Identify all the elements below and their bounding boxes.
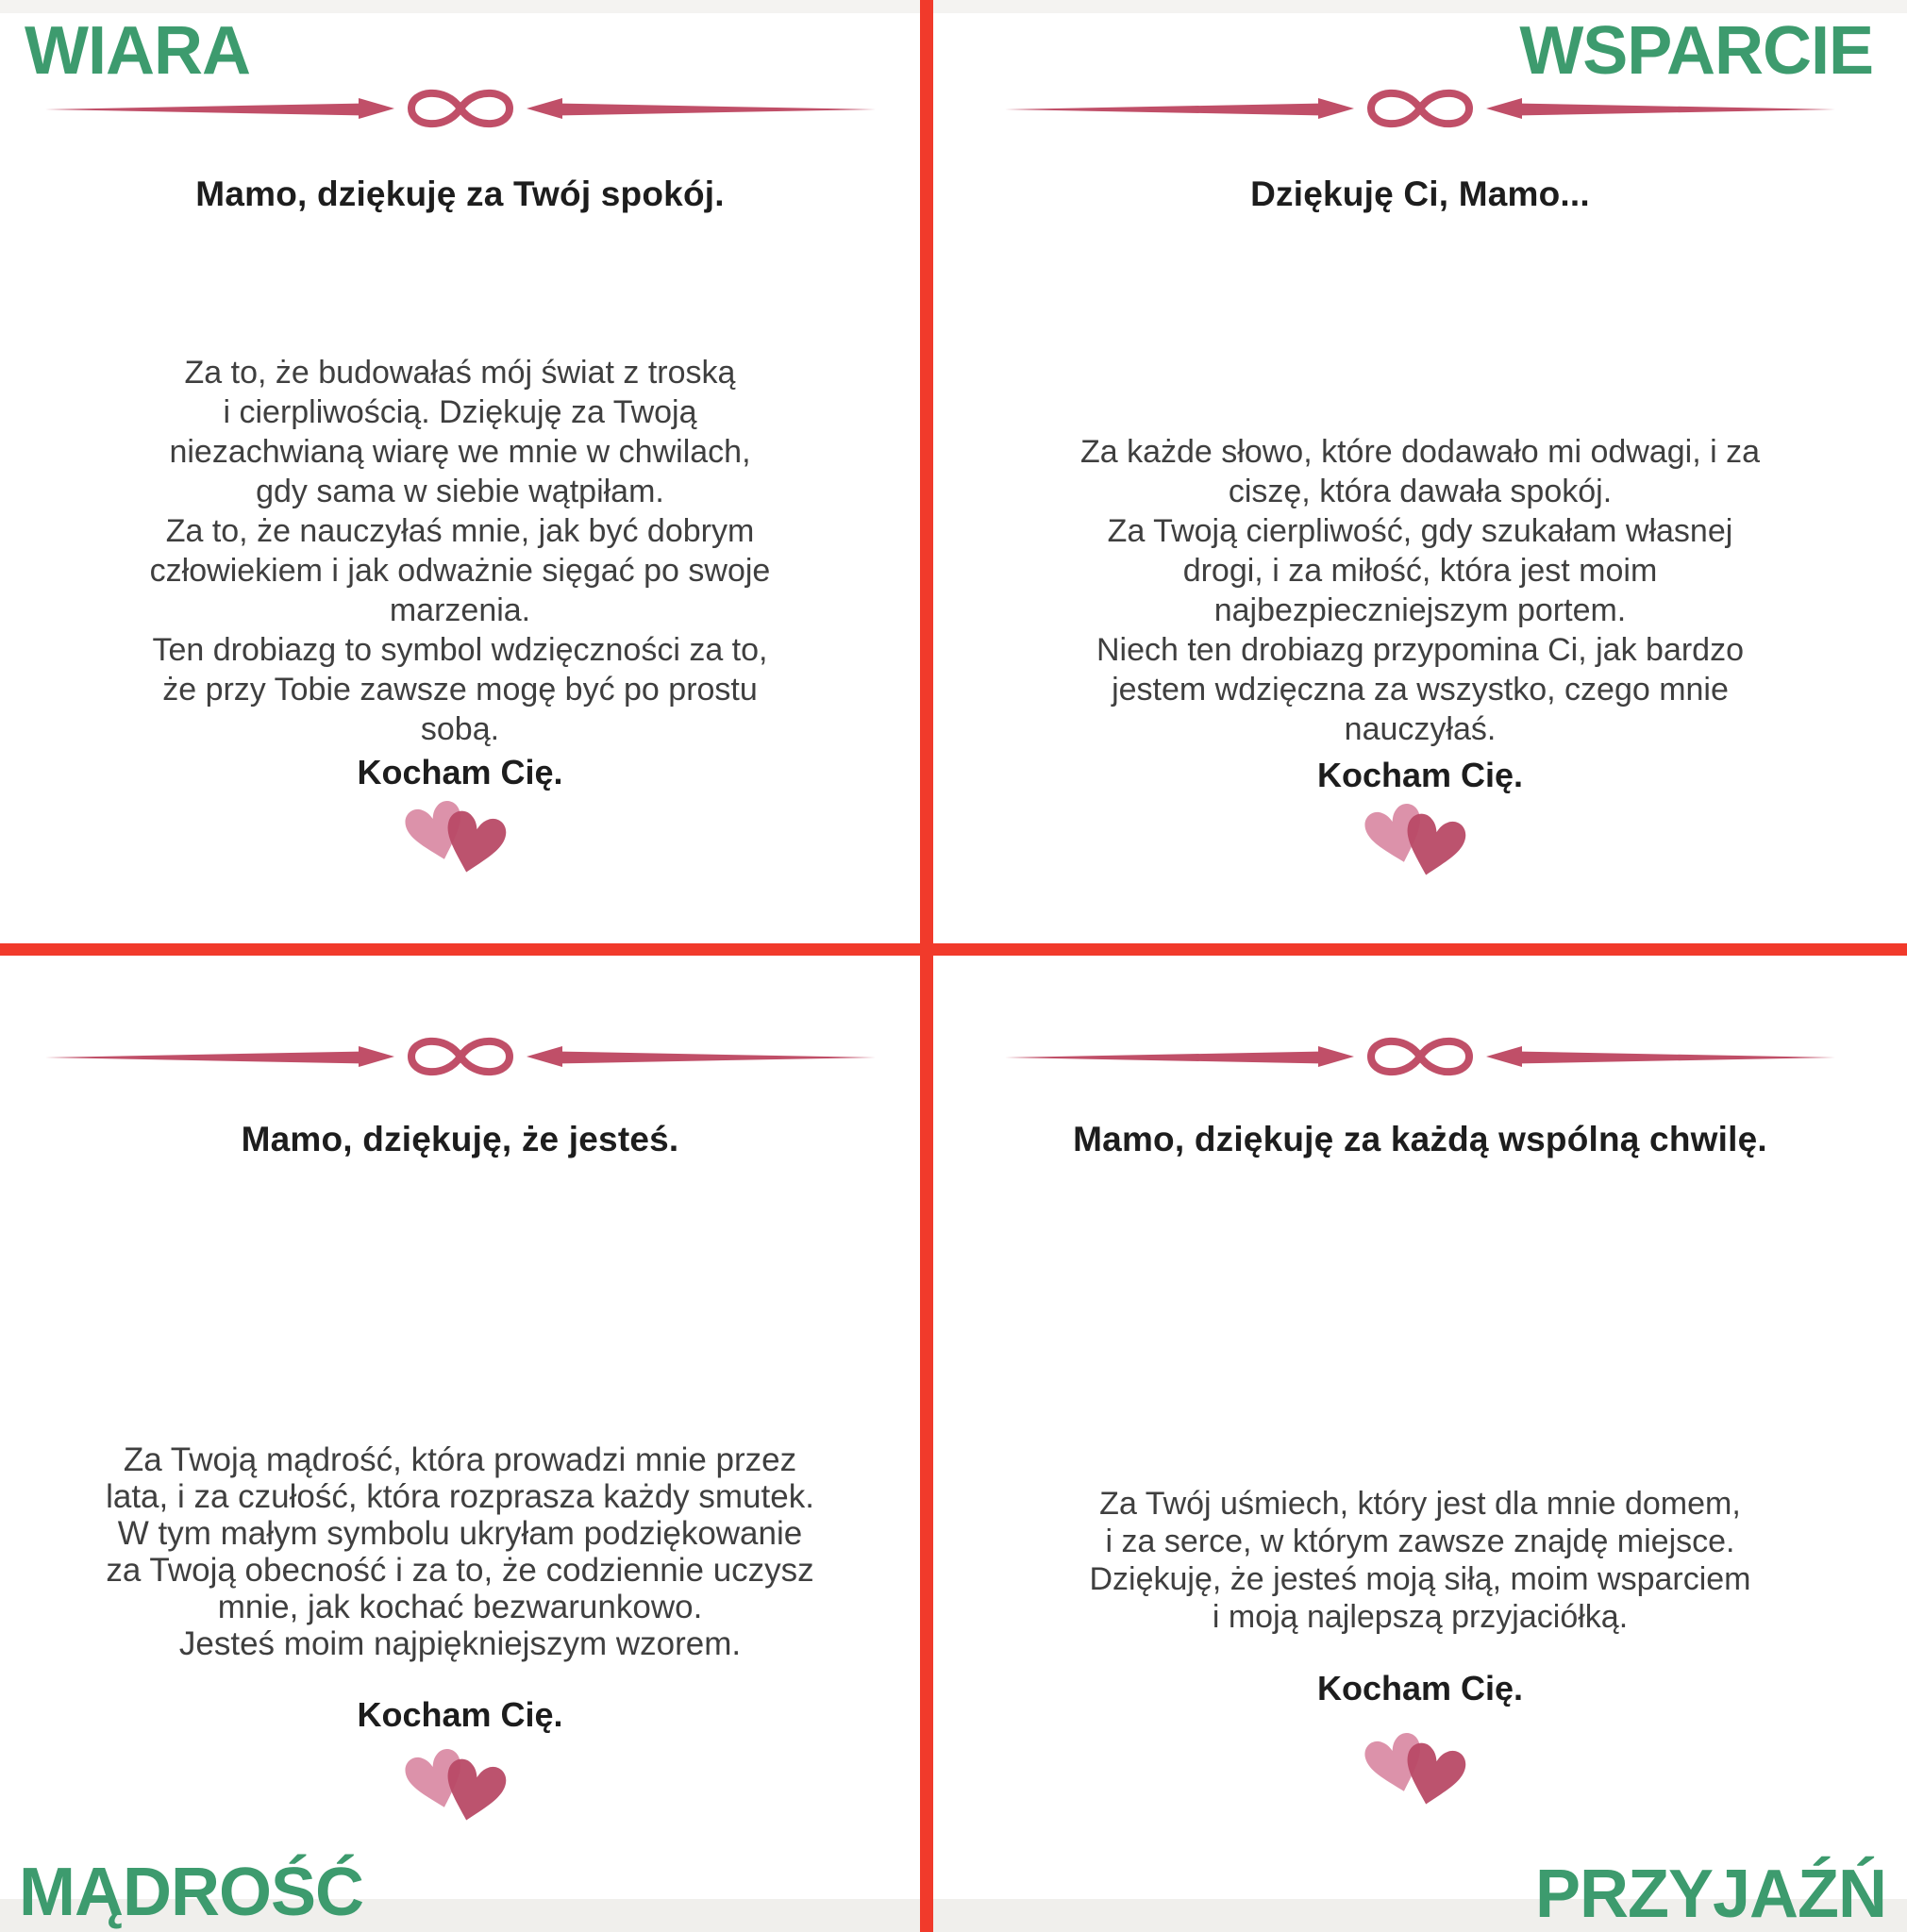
body-line: gdy sama w siebie wątpiłam. xyxy=(256,474,664,509)
card-body xyxy=(1090,1485,1751,1636)
body-line: Jesteś moim najpiękniejszym wzorem. xyxy=(178,1625,742,1662)
infinity-divider-icon xyxy=(1005,1030,1835,1083)
body-line: Za to, że nauczyłaś mnie, jak być dobrym xyxy=(165,513,755,549)
body-line: za Twoją obecność i za to, że codziennie uczysz xyxy=(106,1552,814,1589)
corner-label-madrosc: MĄDROŚĆ xyxy=(19,1855,363,1930)
card-top-right xyxy=(933,0,1907,943)
body-line: mnie, jak kochać bezwarunkowo. xyxy=(217,1589,703,1625)
closing-text: Kocham Cię. xyxy=(357,753,563,791)
card-top-left xyxy=(0,0,920,943)
body-line: i moją najlepszą przyjaciółką. xyxy=(1212,1599,1629,1635)
card-title: Mamo, dziękuję, że jesteś. xyxy=(241,1120,679,1158)
body-line: Za Twoją mądrość, która prowadzi mnie przez xyxy=(123,1441,797,1478)
body-line: i za serce, w którym zawsze znajdę miejsce. xyxy=(1105,1524,1735,1559)
card-body xyxy=(106,1441,814,1662)
body-line: nauczyłaś. xyxy=(1344,711,1497,747)
infinity-divider-icon xyxy=(45,1030,876,1083)
corner-label-przyjazn: PRZYJAŹŃ xyxy=(1534,1857,1886,1932)
body-line: sobą. xyxy=(420,711,500,747)
hearts-icon xyxy=(1362,795,1479,903)
body-line: najbezpieczniejszym portem. xyxy=(1213,592,1627,628)
body-line: ciszę, która dawała spokój. xyxy=(1228,474,1613,509)
body-line: jestem wdzięczna za wszystko, czego mnie xyxy=(1112,672,1729,708)
body-line: W tym małym symbolu ukryłam podziękowanie xyxy=(117,1515,803,1552)
infinity-divider-icon xyxy=(1005,82,1835,135)
body-line: i cierpliwością. Dziękuję za Twoją xyxy=(223,394,697,430)
card-title: Mamo, dziękuję za Twój spokój. xyxy=(195,175,725,213)
body-line: Dziękuję, że jesteś moją siłą, moim wsparciem xyxy=(1089,1561,1751,1597)
body-line: Za Twoją cierpliwość, gdy szukałam własnej xyxy=(1107,513,1733,549)
card-bottom-left xyxy=(0,956,920,1932)
corner-label-wiara: WIARA xyxy=(25,13,250,89)
body-line: że przy Tobie zawsze mogę być po prostu xyxy=(162,672,758,708)
card-title: Dziękuję Ci, Mamo... xyxy=(1250,175,1590,213)
hearts-icon xyxy=(1362,1724,1479,1832)
body-line: drogi, i za miłość, która jest moim xyxy=(1182,553,1658,589)
body-line: Niech ten drobiazg przypomina Ci, jak bardzo xyxy=(1096,632,1744,668)
red-cut-line-vertical xyxy=(920,0,933,1932)
hearts-icon xyxy=(402,1740,519,1848)
red-cut-line-horizontal xyxy=(0,943,1907,956)
body-line: lata, i za czułość, która rozprasza każdy smutek. xyxy=(106,1478,814,1515)
hearts-icon xyxy=(402,792,519,900)
body-line: Za Twój uśmiech, który jest dla mnie domem, xyxy=(1099,1486,1741,1522)
card-body xyxy=(150,353,771,749)
closing-text: Kocham Cię. xyxy=(357,1695,563,1734)
card-body xyxy=(1080,432,1760,749)
closing-text: Kocham Cię. xyxy=(1316,756,1524,794)
body-line: Za to, że budowałaś mój świat z troską xyxy=(184,355,736,391)
body-line: marzenia. xyxy=(389,592,531,628)
body-line: Ten drobiazg to symbol wdzięczności za to, xyxy=(152,632,768,668)
body-line: Za każde słowo, które dodawało mi odwagi, i za xyxy=(1079,434,1761,470)
infinity-divider-icon xyxy=(45,82,876,135)
body-line: człowiekiem i jak odważnie sięgać po swoje xyxy=(149,553,771,589)
corner-label-wsparcie: WSPARCIE xyxy=(1519,13,1873,89)
card-bottom-right xyxy=(933,956,1907,1932)
card-title: Mamo, dziękuję za każdą wspólną chwilę. xyxy=(1073,1120,1767,1158)
closing-text: Kocham Cię. xyxy=(1316,1669,1524,1707)
body-line: niezachwianą wiarę we mnie w chwilach, xyxy=(169,434,751,470)
